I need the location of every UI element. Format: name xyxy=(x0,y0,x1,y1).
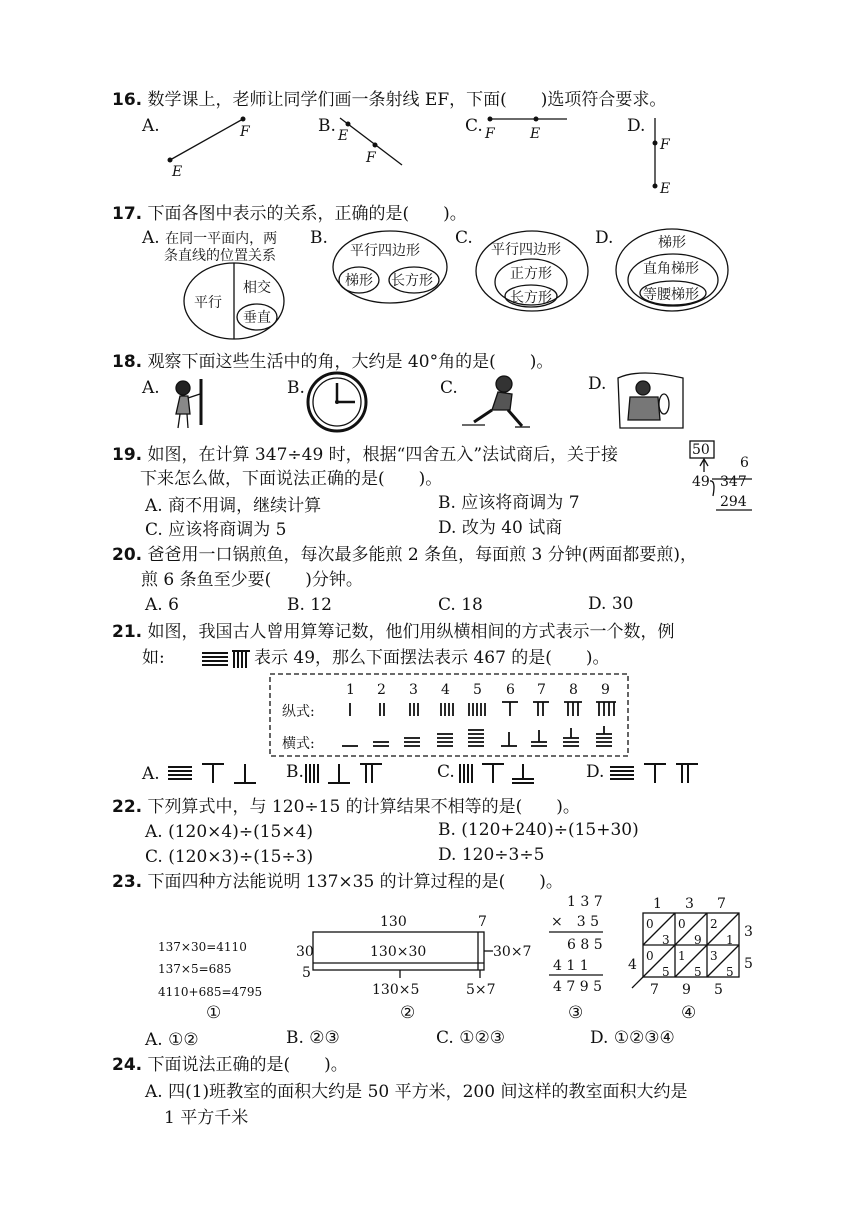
q17-option-d-label[interactable]: D. xyxy=(595,228,614,248)
q18-option-a-label[interactable]: A. xyxy=(142,378,160,398)
q17-number: 17. xyxy=(112,204,143,224)
q17-d-trapezoid: 梯形 xyxy=(658,235,686,251)
q23-m2-left-5: 5 xyxy=(302,965,311,981)
q23-m2-bottom-right: 5×7 xyxy=(466,982,496,998)
q17-text: 下面各图中表示的关系，正确的是( )。 xyxy=(147,204,467,224)
q17-option-b-label[interactable]: B. xyxy=(310,228,328,248)
q23-m4-cell: 2 xyxy=(710,917,718,931)
q16-number: 16. xyxy=(112,90,143,110)
q21-horizontal-rods-row xyxy=(342,726,612,746)
q21-option-a-rods xyxy=(168,764,256,783)
q23-m4-bottom-7: 7 xyxy=(650,982,659,998)
q19-option-b[interactable]: B. 应该将商调为 7 xyxy=(438,493,580,513)
q19-number: 19. xyxy=(112,445,143,465)
q23-m4-number: ④ xyxy=(681,1003,697,1023)
q16-c-ray-figure xyxy=(488,117,568,122)
q20-text-line1: 爸爸用一口锅煎鱼，每次最多能煎 2 条鱼，每面煎 3 分钟(两面都要煎)， xyxy=(147,545,698,565)
q18-option-b-label[interactable]: B. xyxy=(287,378,305,398)
q17-a-caption-line2: 条直线的位置关系 xyxy=(164,248,276,264)
q16-option-b-label[interactable]: B. xyxy=(318,116,336,136)
q19-text-line1: 如图，在计算 347÷49 时，根据“四舍五入”法试商后，关于接 xyxy=(147,445,619,465)
q19-divisor: 49 xyxy=(692,474,710,490)
q23-m4-cell: 0 xyxy=(646,917,654,931)
q19-quotient: 6 xyxy=(740,455,749,471)
q21-digit-3: 3 xyxy=(409,682,418,698)
q22-option-c[interactable]: C. (120×3)÷(15÷3) xyxy=(145,847,314,867)
q21-digit-8: 8 xyxy=(569,682,578,698)
q23-m3-line5: 4 7 9 5 xyxy=(553,979,602,995)
q17-b-rectangle: 长方形 xyxy=(391,273,433,289)
q16-option-c-label[interactable]: C. xyxy=(465,116,483,136)
q18-d-driver-picture xyxy=(618,373,683,428)
q16-d-point-f: F xyxy=(660,137,670,153)
q20-option-c[interactable]: C. 18 xyxy=(438,595,483,615)
q23-m3-line4: 4 1 1 xyxy=(553,958,589,974)
q24-option-a-line2: 1 平方千米 xyxy=(164,1108,249,1128)
q23-option-b[interactable]: B. ②③ xyxy=(286,1028,340,1048)
q16-b-point-f: F xyxy=(366,150,376,166)
q23-m3-line3: 6 8 5 xyxy=(567,937,603,953)
q20-text-line2: 煎 6 条鱼至少要( )分钟。 xyxy=(141,570,363,590)
q21-option-d-label[interactable]: D. xyxy=(586,762,605,782)
q17-d-isosceles-trapezoid: 等腰梯形 xyxy=(643,287,699,303)
q23-m1-line1: 137×30=4110 xyxy=(158,940,247,954)
q18-option-c-label[interactable]: C. xyxy=(440,378,458,398)
q23-option-c[interactable]: C. ①②③ xyxy=(436,1028,505,1048)
q16-b-point-e: E xyxy=(338,128,349,144)
q16-text: 数学课上，老师让同学们画一条射线 EF，下面( )选项符合要求。 xyxy=(147,90,667,110)
q21-option-b-rods xyxy=(306,764,382,783)
q23-m4-cell: 5 xyxy=(694,965,702,979)
q18-stem xyxy=(112,352,553,372)
q21-text-line2a: 如: xyxy=(142,648,165,668)
q21-option-d-rods xyxy=(610,764,698,783)
q20-number: 20. xyxy=(112,545,143,565)
q17-a-parallel: 平行 xyxy=(194,295,222,311)
q18-text: 观察下面这些生活中的角，大约是 40°角的是( )。 xyxy=(147,352,554,372)
q19-product: 294 xyxy=(720,494,747,510)
q23-m4-bottom-4: 4 xyxy=(628,957,637,973)
q19-option-a[interactable]: A. 商不用调，继续计算 xyxy=(145,496,322,516)
q23-m1-line2: 137×5=685 xyxy=(158,962,232,976)
q19-option-d[interactable]: D. 改为 40 试商 xyxy=(438,518,563,538)
q24-number: 24. xyxy=(112,1055,143,1075)
q17-c-rectangle: 长方形 xyxy=(510,290,552,306)
q21-digit-9: 9 xyxy=(601,682,610,698)
q23-m4-cell: 3 xyxy=(662,933,670,947)
q21-digit-2: 2 xyxy=(377,682,386,698)
q18-number: 18. xyxy=(112,352,143,372)
q22-option-a[interactable]: A. (120×4)÷(15×4) xyxy=(145,822,314,842)
q23-m4-cell: 1 xyxy=(678,949,686,963)
q21-digit-7: 7 xyxy=(537,682,546,698)
q23-m1-number: ① xyxy=(206,1003,222,1023)
q22-option-d[interactable]: D. 120÷3÷5 xyxy=(438,845,545,865)
q23-m4-cell: 9 xyxy=(694,933,702,947)
q19-option-c[interactable]: C. 应该将商调为 5 xyxy=(145,520,287,540)
q21-vertical-rods-row xyxy=(350,702,616,716)
q16-c-point-f: F xyxy=(485,126,495,142)
q23-m2-bottom-left: 130×5 xyxy=(372,982,420,998)
q23-m4-top-3: 3 xyxy=(685,896,694,912)
q21-option-a-label[interactable]: A. xyxy=(142,764,160,784)
q18-c-skater-picture xyxy=(462,376,530,427)
q23-text: 下面四种方法能说明 137×35 的计算过程的是( )。 xyxy=(147,872,563,892)
q23-number: 23. xyxy=(112,872,143,892)
q23-m4-bottom-5: 5 xyxy=(714,982,723,998)
q19-dividend: 347 xyxy=(720,474,747,490)
q22-text: 下列算式中，与 120÷15 的计算结果不相等的是( )。 xyxy=(147,797,580,817)
q17-stem xyxy=(112,204,467,224)
q16-option-a-label[interactable]: A. xyxy=(142,116,160,136)
q23-m4-cell: 0 xyxy=(678,917,686,931)
q18-b-clock-picture xyxy=(308,373,366,431)
q23-stem xyxy=(112,872,563,892)
q16-d-point-e: E xyxy=(660,181,671,197)
q16-a-point-f: F xyxy=(240,124,250,140)
q20-option-a[interactable]: A. 6 xyxy=(145,595,179,615)
q21-option-b-label[interactable]: B. xyxy=(286,762,304,782)
q23-m4-cell: 1 xyxy=(726,933,734,947)
q23-m2-top-7: 7 xyxy=(478,914,487,930)
q23-m3-line2: × 3 5 xyxy=(551,914,599,930)
q23-m4-bottom-9: 9 xyxy=(682,982,691,998)
q18-a-person-leaning-picture xyxy=(176,379,201,428)
q23-m4-cell: 3 xyxy=(710,949,718,963)
q16-c-point-e: E xyxy=(530,126,541,142)
q21-digit-5: 5 xyxy=(473,682,482,698)
q21-number: 21. xyxy=(112,622,143,642)
q24-stem xyxy=(112,1055,348,1075)
q23-m4-side-5: 5 xyxy=(744,956,753,972)
q23-m4-side-3: 3 xyxy=(744,924,753,940)
q21-option-c-label[interactable]: C. xyxy=(437,762,455,782)
q16-a-ray-figure xyxy=(168,117,246,163)
q23-m4-cell: 5 xyxy=(662,965,670,979)
q20-option-b[interactable]: B. 12 xyxy=(287,595,332,615)
q21-text-line1: 如图，我国古人曾用算筹记数，他们用纵横相间的方式表示一个数，例 xyxy=(147,622,675,642)
q19-text-line2: 下来怎么做，下面说法正确的是( )。 xyxy=(140,469,443,489)
q23-option-a[interactable]: A. ①② xyxy=(145,1030,199,1050)
q23-m4-cell: 5 xyxy=(726,965,734,979)
q20-stem-line1 xyxy=(112,545,697,565)
q23-m2-left-30: 30 xyxy=(296,944,314,960)
q21-text-line2b: 表示 49，那么下面摆法表示 467 的是( )。 xyxy=(254,648,610,668)
q22-stem xyxy=(112,797,580,817)
q18-option-d-label[interactable]: D. xyxy=(588,374,607,394)
q24-text: 下面说法正确的是( )。 xyxy=(147,1055,348,1075)
q23-m4-top-1: 1 xyxy=(653,896,662,912)
q16-option-d-label[interactable]: D. xyxy=(627,116,646,136)
q21-horizontal-style-label: 横式: xyxy=(282,736,315,752)
q21-digit-6: 6 xyxy=(506,682,515,698)
q21-vertical-style-label: 纵式: xyxy=(282,704,315,720)
q23-m4-top-7: 7 xyxy=(717,896,726,912)
q17-a-perpendicular: 垂直 xyxy=(243,310,271,326)
q23-m4-cell: 0 xyxy=(646,949,654,963)
q21-option-c-rods xyxy=(460,764,534,783)
q22-option-b[interactable]: B. (120+240)÷(15+30) xyxy=(438,820,639,840)
q21-digit-4: 4 xyxy=(441,682,450,698)
q19-approx-divisor: 50 xyxy=(692,442,710,458)
q23-m1-line3: 4110+685=4795 xyxy=(158,985,263,999)
q23-option-d[interactable]: D. ①②③④ xyxy=(590,1028,675,1048)
q21-digit-1: 1 xyxy=(346,682,355,698)
q17-a-intersect: 相交 xyxy=(243,280,271,296)
q22-number: 22. xyxy=(112,797,143,817)
q17-a-caption-line1: 在同一平面内，两 xyxy=(165,231,278,247)
q23-m3-number: ③ xyxy=(568,1003,584,1023)
q20-option-d[interactable]: D. 30 xyxy=(588,594,634,614)
q17-c-square: 正方形 xyxy=(510,266,552,282)
q17-option-c-label[interactable]: C. xyxy=(455,228,473,248)
q17-c-parallelogram: 平行四边形 xyxy=(491,242,561,258)
q17-b-parallelogram: 平行四边形 xyxy=(350,243,420,259)
q23-m2-right: 30×7 xyxy=(493,944,532,960)
q21-example-rods-49 xyxy=(202,651,250,668)
q21-stem-line1 xyxy=(112,622,675,642)
q16-d-ray-figure xyxy=(653,118,658,189)
q23-m3-line1: 1 3 7 xyxy=(567,894,603,910)
q23-m2-top-130: 130 xyxy=(380,914,407,930)
q17-b-trapezoid: 梯形 xyxy=(345,273,373,289)
q19-stem-line1 xyxy=(112,445,618,465)
q23-m2-center: 130×30 xyxy=(370,944,427,960)
q23-m2-number: ② xyxy=(400,1003,416,1023)
q24-option-a-line1[interactable]: A. 四(1)班教室的面积大约是 50 平方米，200 间这样的教室面积大约是 xyxy=(145,1082,688,1102)
q16-a-point-e: E xyxy=(172,164,183,180)
q17-d-right-trapezoid: 直角梯形 xyxy=(643,261,699,277)
q17-a-label: A. xyxy=(142,228,160,248)
